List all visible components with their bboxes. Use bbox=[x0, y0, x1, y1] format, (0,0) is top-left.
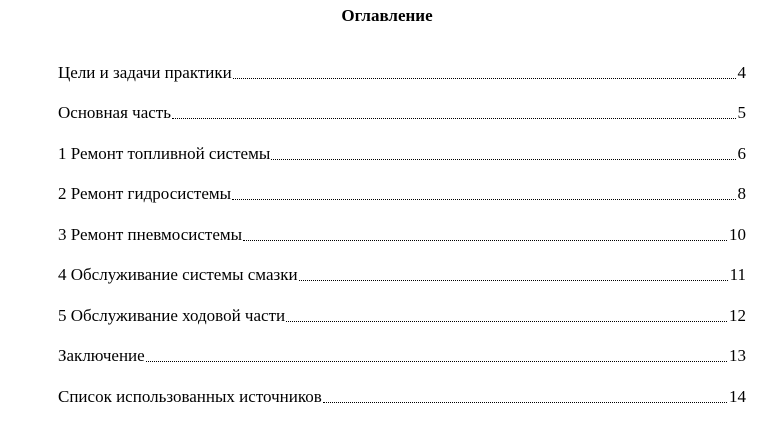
toc-entry[interactable] bbox=[58, 183, 746, 205]
toc-entry[interactable] bbox=[58, 102, 746, 124]
toc-entry-page: 5 bbox=[737, 103, 746, 122]
toc-entry[interactable] bbox=[58, 143, 746, 165]
toc-entry-page: 13 bbox=[729, 346, 746, 365]
dot-leader bbox=[243, 240, 727, 241]
toc-entry[interactable] bbox=[58, 345, 746, 367]
toc-entry-text: 4 Обслуживание системы смазки bbox=[58, 265, 298, 284]
toc-entry-page: 14 bbox=[729, 387, 746, 406]
toc-entry-page: 8 bbox=[737, 184, 746, 203]
toc-entry-text: Список использованных источников bbox=[58, 387, 322, 406]
toc-entry-text: 3 Ремонт пневмосистемы bbox=[58, 225, 243, 244]
toc-title: Оглавление bbox=[341, 6, 433, 25]
toc-entry-page: 10 bbox=[729, 225, 746, 244]
toc-entry-page: 11 bbox=[729, 265, 746, 284]
toc-list bbox=[58, 0, 746, 422]
dot-leader bbox=[271, 159, 735, 160]
toc-entry-page: 12 bbox=[729, 306, 746, 325]
toc-entry[interactable] bbox=[58, 386, 746, 408]
toc-entry-page: 6 bbox=[737, 144, 746, 163]
dot-leader bbox=[172, 118, 736, 119]
toc-entry-text: 1 Ремонт топливной системы bbox=[58, 144, 271, 163]
toc-entry[interactable] bbox=[58, 62, 746, 84]
dot-leader bbox=[233, 78, 736, 79]
toc-entry[interactable] bbox=[58, 224, 746, 246]
toc-entry-text: Заключение bbox=[58, 346, 145, 365]
dot-leader bbox=[286, 321, 727, 322]
dot-leader bbox=[299, 280, 728, 281]
dot-leader bbox=[146, 361, 727, 362]
dot-leader bbox=[232, 199, 735, 200]
toc-entry-text: Основная часть bbox=[58, 103, 171, 122]
toc-entry-text: 5 Обслуживание ходовой части bbox=[58, 306, 286, 325]
toc-entry-text: Цели и задачи практики bbox=[58, 63, 232, 82]
toc-entry[interactable] bbox=[58, 264, 746, 286]
dot-leader bbox=[323, 402, 727, 403]
toc-entry-page: 4 bbox=[737, 63, 746, 82]
toc-entry[interactable] bbox=[58, 305, 746, 327]
toc-entry-text: 2 Ремонт гидросистемы bbox=[58, 184, 232, 203]
